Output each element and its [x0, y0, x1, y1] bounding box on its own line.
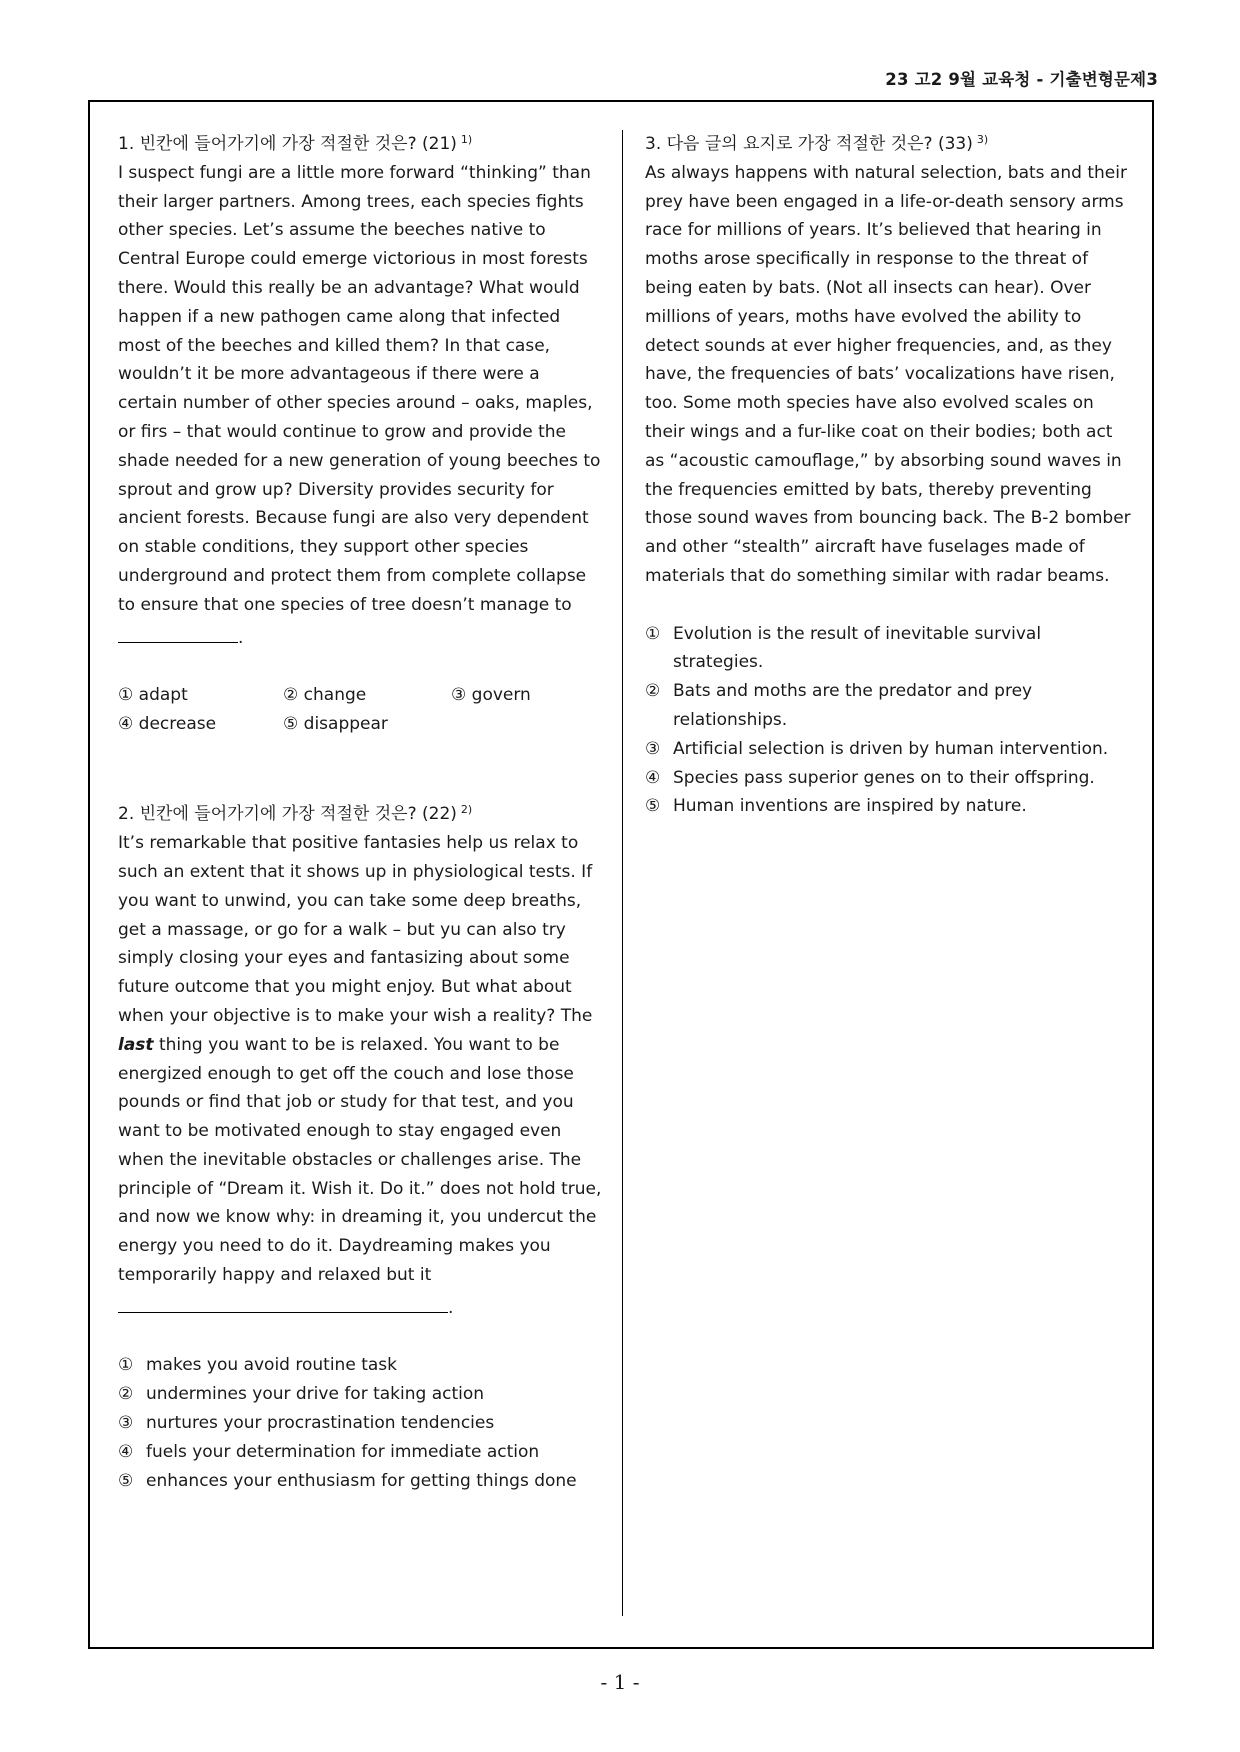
choice-number: ② [645, 681, 661, 702]
choice-item[interactable] [645, 792, 1135, 821]
question-3 [645, 126, 1135, 821]
choice-number: ③ [645, 738, 661, 759]
choice-item[interactable] [283, 710, 451, 739]
left-column [118, 126, 604, 1495]
right-column [645, 126, 1135, 821]
choice-number: ④ [118, 713, 134, 734]
blank-period: . [238, 627, 244, 648]
question-3-passage-text: As always happens with natural selection, bats and their prey have been engaged in a life-or-death sensory arms race for millions of years. It’s believed that hearing in moths arose specifically in response to the threat of being eaten by bats. (Not all insects can hear). Over millions of years, moths have evolved the ability to detect sounds at ever higher frequencies, and, as they have, the frequencies of bats’ vocalizations have risen, too. Some moth species have also evolved scales on their wings and a fur-like coat on their bodies; both act as “acoustic camouflage,” by absorbing sound waves in the frequencies emitted by bats, thereby preventing those sound waves from bouncing back. The B-2 bomber and other “stealth” aircraft have fuselages made of materials that do something similar with radar beams. [645, 162, 1131, 586]
choice-item[interactable] [118, 1380, 604, 1409]
choice-item[interactable] [645, 677, 1135, 735]
choice-item[interactable] [118, 1409, 604, 1438]
choice-item[interactable] [451, 681, 601, 710]
choice-item[interactable] [118, 710, 283, 739]
page-number: - 1 - [600, 1670, 640, 1694]
choice-text: change [303, 685, 367, 706]
question-1-blank [118, 624, 604, 653]
answer-blank [118, 628, 238, 643]
column-divider [622, 130, 623, 1616]
choice-number: ② [283, 685, 299, 706]
choice-text: decrease [138, 713, 217, 734]
question-3-title-text: 3. 다음 글의 요지로 가장 적절한 것은? (33) [645, 134, 973, 154]
choice-text: Species pass superior genes on to their offspring. [673, 767, 1095, 788]
choice-item[interactable] [118, 1351, 604, 1380]
choice-number: ④ [118, 1441, 134, 1462]
question-3-choices [645, 620, 1135, 822]
question-2 [118, 796, 604, 1495]
choice-number: ② [118, 1384, 134, 1405]
choice-item[interactable] [118, 1467, 604, 1496]
choice-text: enhances your enthusiasm for getting things done [146, 1470, 577, 1491]
choice-text: makes you avoid routine task [146, 1355, 397, 1376]
footnote-marker: 3) [976, 133, 989, 146]
question-2-title [118, 796, 604, 829]
question-3-title [645, 126, 1135, 159]
question-1-title [118, 126, 604, 159]
blank-period: . [448, 1297, 454, 1318]
answer-blank [118, 1298, 448, 1313]
choice-text: Human inventions are inspired by nature. [673, 796, 1027, 817]
question-1-title-text: 1. 빈칸에 들어가기에 가장 적절한 것은? (21) [118, 134, 457, 154]
question-3-passage [645, 159, 1135, 591]
question-1-passage [118, 159, 604, 620]
question-2-passage-text: It’s remarkable that positive fantasies help us relax to such an extent that it shows up in physiological tests. If you want to unwind, you can take some deep breaths, get a massage, or go for a walk – but yu can also try simply closing your eyes and fantasizing about some future outcome that you might enjoy. But what about when your objective is to make your wish a reality? The [118, 833, 593, 1026]
choice-text: Bats and moths are the predator and prey relationships. [673, 681, 1033, 730]
choice-item[interactable] [118, 1438, 604, 1467]
choice-item[interactable] [118, 681, 283, 710]
choice-text: undermines your drive for taking action [146, 1384, 485, 1405]
choice-text: adapt [138, 685, 188, 706]
choice-text: Artificial selection is driven by human intervention. [673, 738, 1109, 759]
choice-item[interactable] [645, 764, 1135, 793]
choice-number: ⑤ [283, 713, 299, 734]
question-2-passage-text: thing you want to be is relaxed. You want to be energized enough to get off the couch and lose those pounds or find that job or study for that test, and you want to be motivated enough to stay engaged even when the inevitable obstacles or challenges arise. The principle of “Dream it. Wish it. Do it.” does not hold true, and now we know why: in dreaming it, you undercut the energy you need to do it. Daydreaming makes you temporarily happy and relaxed but it [118, 1034, 602, 1286]
question-2-passage [118, 829, 604, 1290]
choice-number: ① [645, 623, 661, 644]
question-2-title-text: 2. 빈칸에 들어가기에 가장 적절한 것은? (22) [118, 804, 457, 825]
choice-number: ① [118, 685, 134, 706]
choice-item[interactable] [645, 735, 1135, 764]
footnote-marker: 2) [460, 803, 473, 817]
choice-number: ① [118, 1355, 134, 1376]
page-header-title: 23 고2 9월 교육청 - 기출변형문제3 [885, 70, 1158, 89]
question-2-choices [118, 1351, 604, 1495]
choice-number: ③ [451, 685, 467, 706]
choice-text: govern [471, 685, 531, 706]
choice-item[interactable] [283, 681, 451, 710]
emphasized-word: last [118, 1034, 154, 1055]
question-1-passage-text: I suspect fungi are a little more forward “thinking” than their larger partners. Among trees, each species fights other species. Let’s assume the beeches native to Central Europe could emerge victorious in most forests there. Would this really be an advantage? What would happen if a new pathogen came along that infected most of the beeches and killed them? In that case, wouldn’t it be more advantageous if there were a certain number of other species around – oaks, maples, or firs – that would continue to grow and provide the shade needed for a new generation of young beeches to sprout and grow up? Diversity provides security for ancient forests. Because fungi are also very dependent on stable conditions, they support other species underground and protect them from complete collapse to ensure that one species of tree doesn’t manage to [118, 162, 601, 615]
choice-number: ④ [645, 767, 661, 788]
question-1 [118, 126, 604, 739]
choice-number: ⑤ [645, 796, 661, 817]
choice-number: ③ [118, 1413, 134, 1434]
choice-text: nurtures your procrastination tendencies [146, 1413, 495, 1434]
question-2-blank [118, 1294, 604, 1323]
choice-number: ⑤ [118, 1470, 134, 1491]
choice-text: Evolution is the result of inevitable survival strategies. [673, 623, 1042, 673]
question-1-choices [118, 681, 604, 739]
footnote-marker: 1) [460, 133, 473, 146]
choice-text: disappear [303, 713, 388, 734]
choice-text: fuels your determination for immediate action [146, 1441, 540, 1462]
choice-item[interactable] [645, 620, 1135, 678]
